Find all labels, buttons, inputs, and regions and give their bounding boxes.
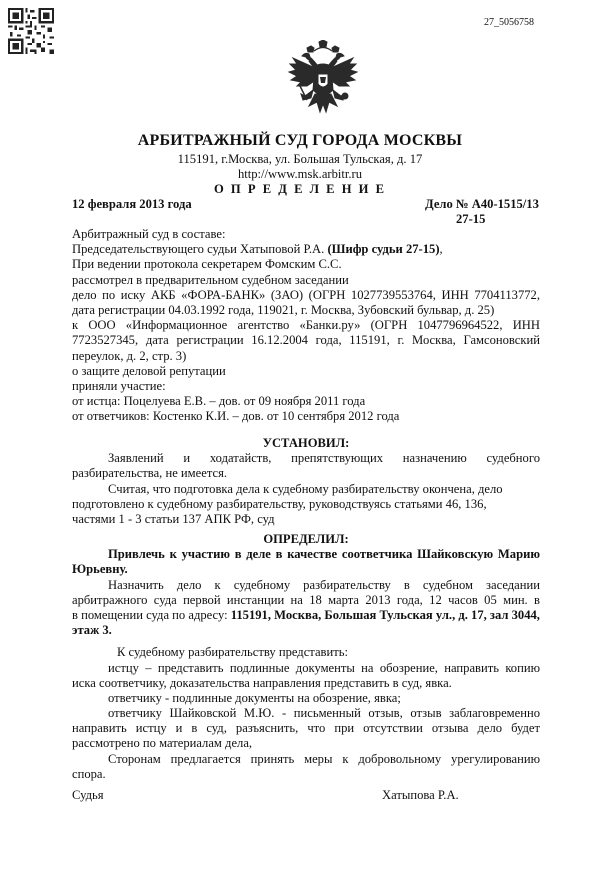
signature-name: Хатыпова Р.А.: [382, 788, 459, 802]
decided-line: К судебному разбирательству представить:: [117, 645, 348, 660]
document-id: 27_5056758: [484, 17, 534, 28]
intro-line: Арбитражный суд в составе:: [72, 227, 226, 241]
intro-line: дело по иску АКБ «ФОРА-БАНК» (ЗАО) (ОГРН 1027739553764, ИНН 7704113772,: [72, 287, 540, 302]
intro-line: о защите деловой репутации: [72, 363, 226, 378]
intro-judge-line: [72, 242, 540, 257]
decided-line: иска соответчику, доказательства направления представить в суд, явка.: [72, 675, 452, 690]
court-address: 115191, г.Москва, ул. Большая Тульская, д. 17: [177, 152, 423, 166]
decided-line: арбитражного суда первой инстанции на 18 марта 2013 года, 12 часов 05 мин. в: [72, 592, 540, 607]
intro-line: приняли участие:: [72, 378, 166, 393]
court-website: http://www.msk.arbitr.ru: [237, 167, 363, 181]
document-type: О П Р Е Д Е Л Е Н И Е: [213, 182, 386, 196]
decided-heading: ОПРЕДЕЛИЛ:: [263, 532, 349, 546]
court-title: АРБИТРАЖНЫЙ СУД ГОРОДА МОСКВЫ: [137, 132, 463, 149]
established-line: разбирательства, не имеется.: [72, 466, 228, 481]
intro-line: от ответчиков: Костенко К.И. – дов. от 10 сентября 2012 года: [72, 409, 400, 424]
established-section: [72, 436, 540, 527]
judge-code: 27-15: [456, 212, 486, 226]
decided-line: истцу – представить подлинные документы на обозрение, направить копию: [108, 660, 540, 675]
decided-line: ответчику Шайковской М.Ю. - письменный отзыв, отзыв заблаговременно: [108, 706, 540, 721]
intro-section: [72, 227, 540, 424]
decided-line: Юрьевну.: [72, 562, 128, 577]
decided-line: рассмотрено по материалам дела,: [72, 736, 253, 751]
intro-line: к ООО «Информационное агентство «Банки.ру» (ОГРН 1047796964522, ИНН: [72, 318, 540, 333]
coat-of-arms-emblem: [287, 40, 359, 120]
presiding-judge: Председательствующего судьи Хатыповой Р.А.: [72, 242, 325, 257]
established-heading: УСТАНОВИЛ:: [262, 436, 350, 450]
address-intro: в помещении суда по адресу:: [72, 607, 231, 622]
qr-code: [8, 8, 54, 54]
established-line: Заявлений и ходатайств, препятствующих назначению судебного: [108, 451, 540, 466]
hearing-address: 115191, Москва, Большая Тульская ул., д. 17, зал 3044,: [230, 607, 540, 622]
punctuation: ,: [439, 242, 443, 257]
judge-cipher: (Шифр судьи 27-15): [327, 242, 440, 257]
decided-line: Назначить дело к судебному разбирательству в судебном заседании: [108, 577, 540, 592]
established-line: частями 1 - 3 статьи 137 АПК РФ, суд: [72, 511, 275, 526]
decided-line: Привлечь к участию в деле в качестве соответчика Шайковскую Марию: [108, 547, 540, 562]
intro-line: 7723527345, дата регистрации 16.12.2004 года, 115191, г. Москва, Гамсоновский: [72, 333, 540, 348]
decided-line: этаж 3.: [72, 623, 112, 638]
decided-line: ответчику - подлинные документы на обозрение, явка;: [108, 690, 401, 705]
decided-line: Сторонам предлагается принять меры к добровольному урегулированию: [108, 751, 540, 766]
decided-section: [72, 532, 540, 782]
established-line: подготовлено к судебному разбирательству, руководствуясь статьями 46, 136,: [72, 496, 487, 511]
intro-line: переулок, д. 2, стр. 3): [72, 348, 187, 363]
decided-line: спора.: [72, 766, 106, 781]
intro-line: рассмотрел в предварительном судебном заседании: [72, 272, 349, 287]
intro-line: При ведении протокола секретарем Фомским С.С.: [72, 257, 342, 272]
signature-role: Судья: [72, 788, 104, 802]
decision-date: 12 февраля 2013 года: [72, 197, 192, 211]
decided-address-line: [72, 608, 540, 623]
decided-line: направить истцу и в суд, разъяснить, что при отсутствии отзыва дело будет: [72, 721, 540, 736]
established-line: Считая, что подготовка дела к судебному разбирательству окончена, дело: [108, 481, 503, 496]
intro-line: от истца: Поцелуева Е.В. – дов. от 09 ноября 2011 года: [72, 394, 366, 409]
case-number: Дело № А40-1515/13: [425, 197, 539, 211]
intro-line: дата регистрации 04.03.1992 года, 119021, г. Москва, Зубовский бульвар, д. 25): [72, 302, 495, 317]
